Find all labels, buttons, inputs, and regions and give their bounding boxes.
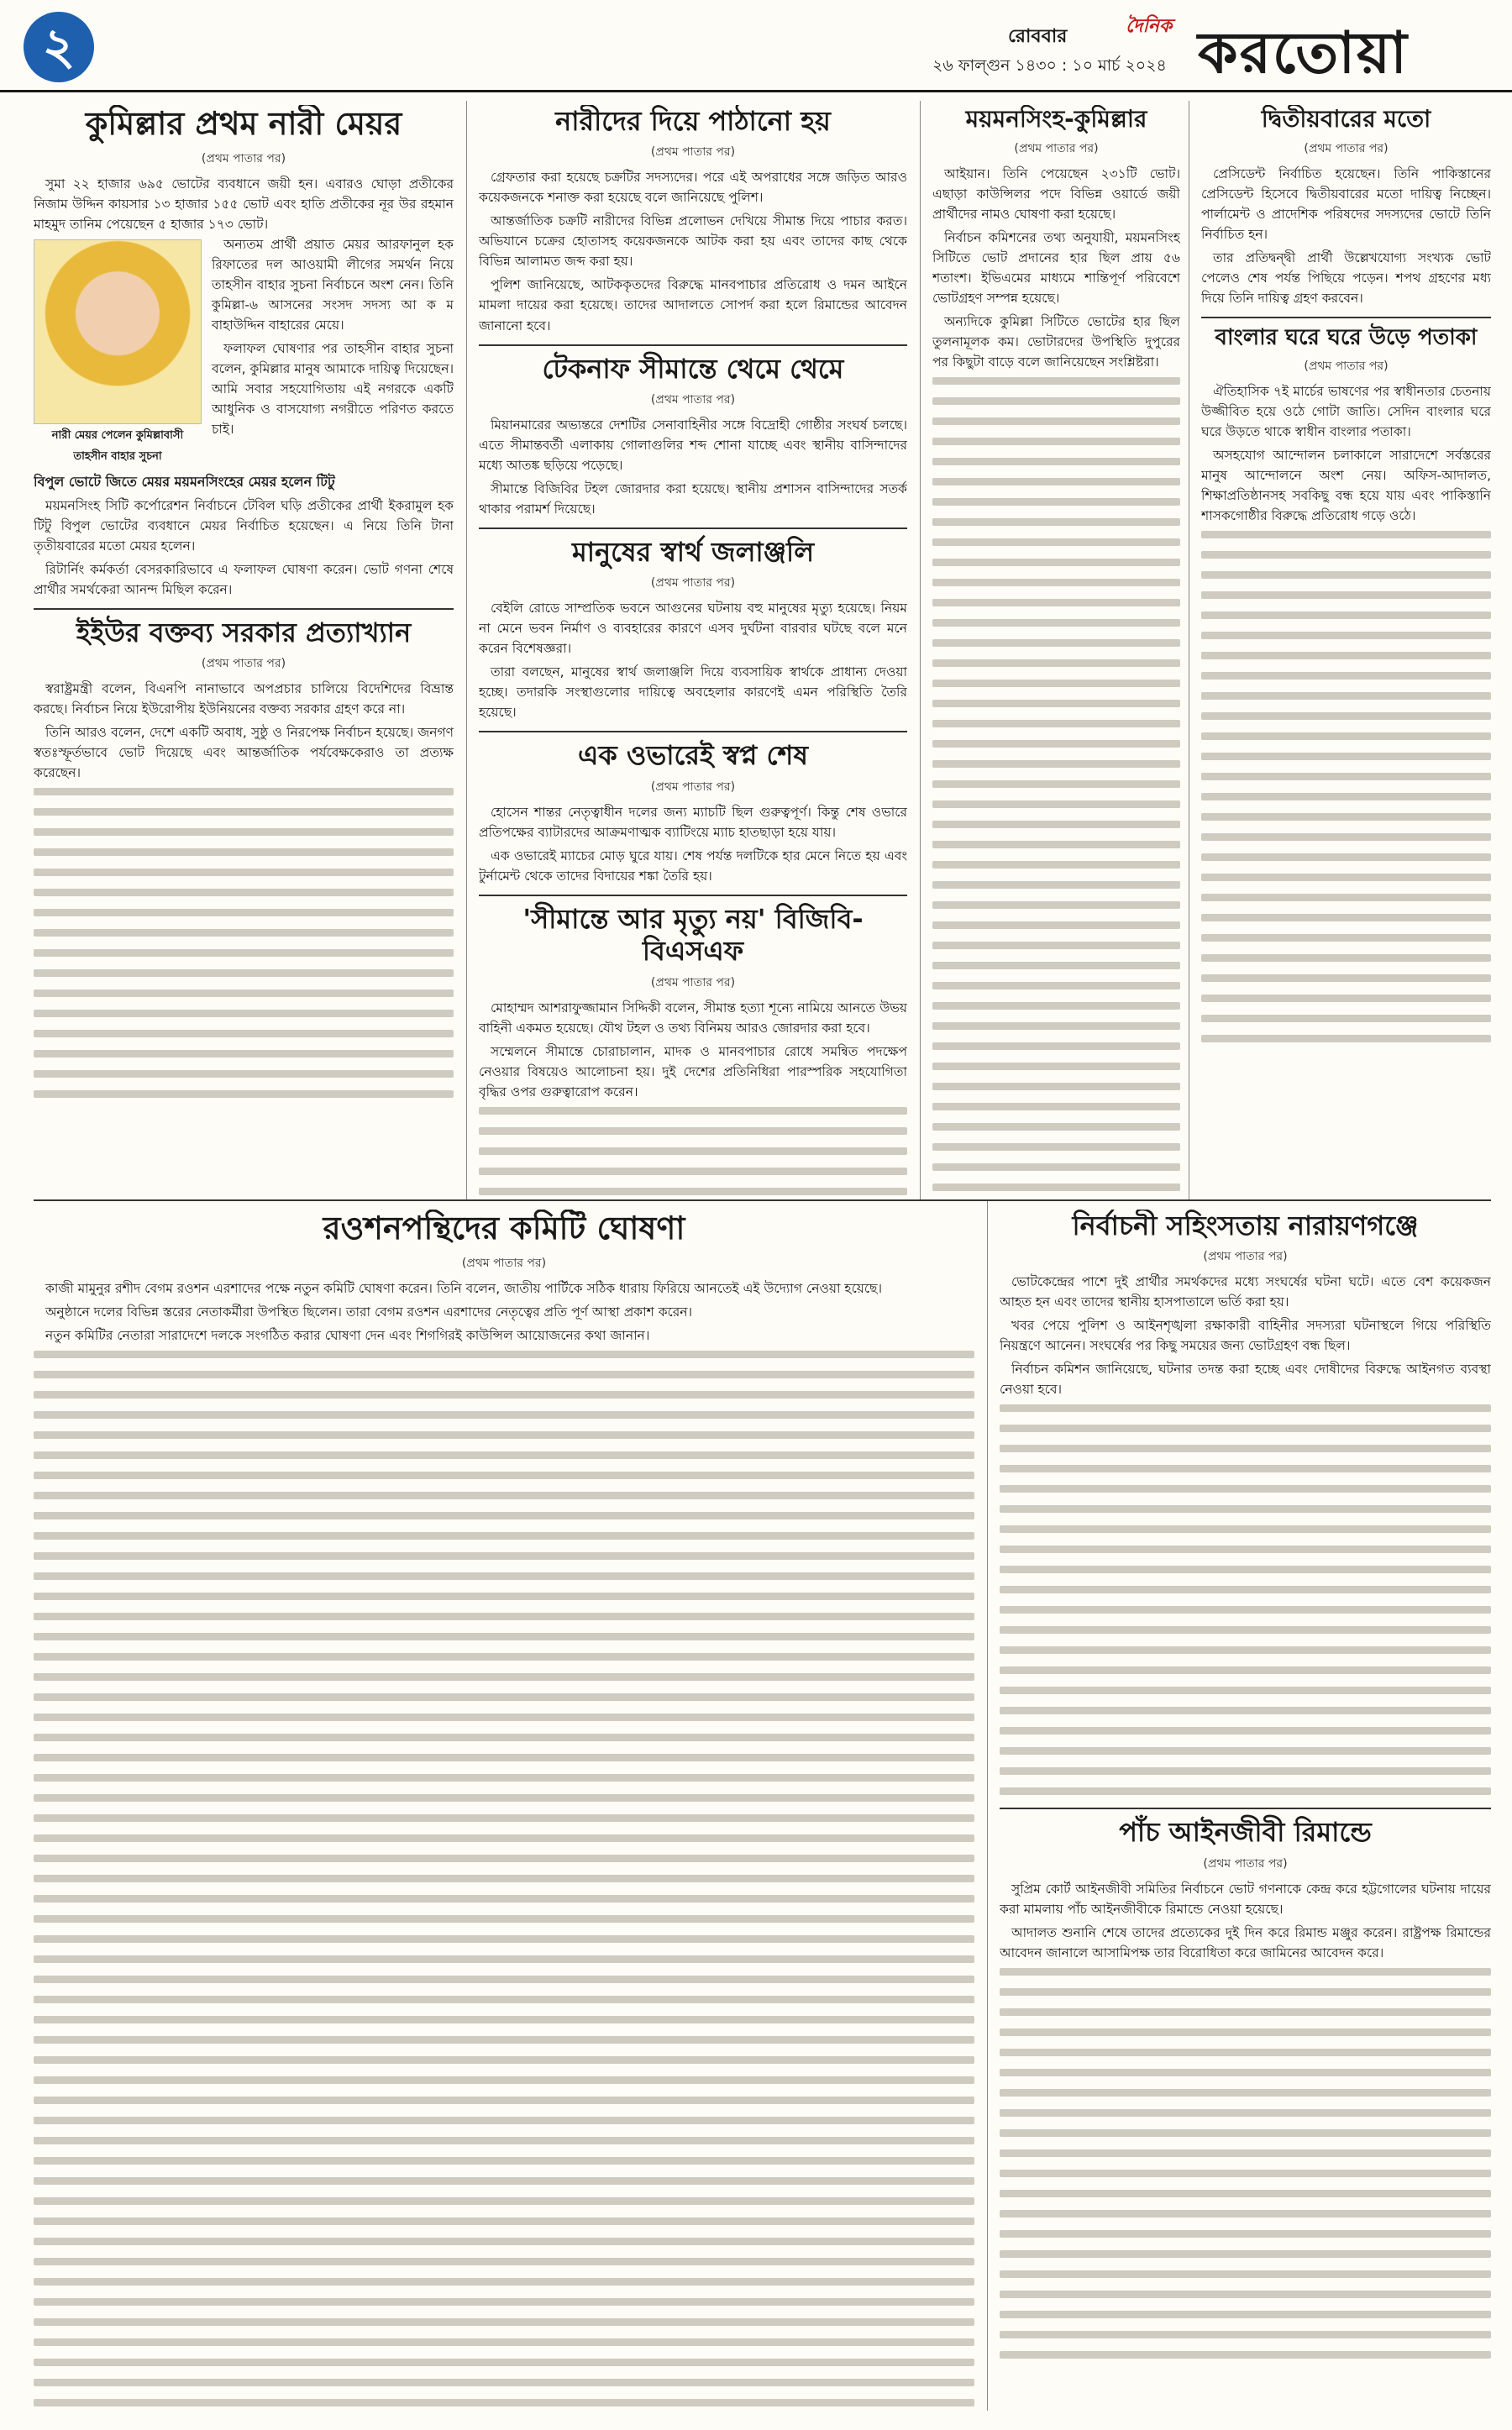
portrait-image — [34, 239, 202, 424]
newspaper-logo — [1126, 8, 1495, 87]
article-headline: ময়মনসিংহ-কুমিল্লার — [965, 105, 1147, 133]
column-rule — [987, 1201, 988, 2411]
article-paragraph: অন্যতম প্রার্থী প্রয়াত মেয়র আরফানুল হক রিফাতের দল আওয়ামী লীগের সমর্থন নিয়ে তাহসীন বাহার সুচনা নির্বাচনে অংশ নেন। তিনি কুমিল্লা-৬ আসনের সংসদ সদস্য আ ক ম বাহাউদ্দিন বাহারের মেয়ে। — [212, 236, 454, 333]
article-paragraph: ভোটকেন্দ্রের পাশে দুই প্রার্থীর সমর্থকদের মধ্যে সংঘর্ষের ঘটনা ঘটে। এতে বেশ কয়েকজন আহত হন এবং তাদের স্থানীয় হাসপাতালে ভর্তি করা হয়। — [1000, 1274, 1491, 1310]
text-filler — [34, 788, 454, 1098]
masthead-date: ২৬ ফাল্গুন ১৪৩০ : ১০ মার্চ ২০২৪ — [932, 56, 1167, 75]
article-paragraph: অনুষ্ঠানে দলের বিভিন্ন স্তরের নেতাকর্মীরা উপস্থিত ছিলেন। তারা বেগম রওশন এরশাদের নেতৃত্বের প্রতি পূর্ণ আস্থা প্রকাশ করেন। — [45, 1304, 693, 1320]
article-paragraph: হোসেন শান্তর নেতৃত্বাধীন দলের জন্য ম্যাচটি ছিল গুরুত্বপূর্ণ। কিন্তু শেষ ওভারে প্রতিপক্ষের ব্যাটারদের আক্রমণাত্মক ব্যাটিংয়ে ম্যাচ হাতছাড়া হয়ে যায়। — [479, 804, 907, 840]
article-paragraph: অন্যদিকে কুমিল্লা সিটিতে ভোটের হার ছিল তুলনামূলক কম। ভোটারদের উপস্থিতি দুপুরের পর কিছুটা বাড়ে বলে জানিয়েছেন সংশ্লিষ্টরা। — [932, 313, 1180, 370]
article-paragraph: স্বরাষ্ট্রমন্ত্রী বলেন, বিএনপি নানাভাবে অপপ্রচার চালিয়ে বিদেশিদের বিভ্রান্ত করছে। নির্বাচন নিয়ে ইউরোপীয় ইউনিয়নের বক্তব্য সরকার গ্রহণ করে না। — [34, 681, 454, 717]
article-paragraph: তিনি আরও বলেন, দেশে একটি অবাধ, সুষ্ঠু ও নিরপেক্ষ নির্বাচন হয়েছে। জনগণ স্বতঃস্ফূর্তভাবে ভোট দিয়েছে এবং আন্তর্জাতিক পর্যবেক্ষকেরাও তা প্রত্যক্ষ করেছেন। — [34, 725, 454, 781]
photo-block — [34, 239, 202, 466]
article-paragraph: রিটার্নিং কর্মকর্তা বেসরকারিভাবে এ ফলাফল ঘোষণা করেন। ভোট গণনা শেষে প্রার্থীর সমর্থকেরা আনন্দ মিছিল করেন। — [34, 561, 454, 597]
continued-label: (প্রথম পাতার পর) — [1304, 359, 1389, 373]
article-paragraph: বেইলি রোডে সাম্প্রতিক ভবনে আগুনের ঘটনায় বহু মানুষের মৃত্যু হয়েছে। নিয়ম না মেনে ভবন নির্মাণ ও ব্যবহারের কারণে এসব দুর্ঘটনা বারবার ঘটছে বলে মনে করেন বিশেষজ্ঞরা। — [479, 601, 907, 657]
photo-caption: নারী মেয়র পেলেন কুমিল্লাবাসী — [51, 428, 184, 442]
continued-label: (প্রথম পাতার পর) — [201, 151, 286, 165]
article-paragraph: আদালত শুনানি শেষে তাদের প্রত্যেকের দুই দিন করে রিমান্ড মঞ্জুর করেন। রাষ্ট্রপক্ষ রিমান্ডের আবেদন জানালে আসামিপক্ষ তার বিরোধিতা করে জামিনের আবেদন করে। — [1000, 1924, 1491, 1960]
logo-big-text: করতোয়া — [1198, 19, 1409, 87]
text-filler — [1000, 1404, 1491, 1795]
article-headline: বাংলার ঘরে ঘরে উড়ে পতাকা — [1215, 324, 1478, 350]
article-paragraph: পুলিশ জানিয়েছে, আটককৃতদের বিরুদ্ধে মানবপাচার প্রতিরোধ ও দমন আইনে মামলা দায়ের করা হয়েছে। তাদের আদালতে সোপর্দ করা হলে রিমান্ডের আবেদন জানানো হবে। — [479, 277, 907, 333]
article-paragraph: সুমা ২২ হাজার ৬৯৫ ভোটের ব্যবধানে জয়ী হন। এবারও ঘোড়া প্রতীকের নিজাম উদ্দিন কায়সার ১৩ হাজার ১৫৫ ভোট এবং হাতি প্রতীকের নূর উর রহমান মাহমুদ তানিম পেয়েছেন ৫ হাজার ১৭৩ ভোট। — [34, 176, 454, 232]
article-paragraph: ফলাফল ঘোষণার পর তাহসীন বাহার সুচনা বলেন, কুমিল্লার মানুষ আমাকে দায়িত্ব দিয়েছেন। আমি সবার সহযোগিতায় এই নগরকে একটি আধুনিক ও বাসযোগ্য নগরীতে পরিণত করতে চাই। — [212, 340, 454, 437]
continued-label: (প্রথম পাতার পর) — [650, 975, 736, 989]
article-paragraph: অসহযোগ আন্দোলন চলাকালে সারাদেশে সর্বস্তরের মানুষ আন্দোলনে অংশ নেয়। অফিস-আদালত, শিক্ষাপ্রতিষ্ঠানসহ সবকিছু বন্ধ হয়ে যায় এবং পাকিস্তানি শাসকগোষ্ঠীর বিরুদ্ধে প্রতিরোধ গড়ে ওঠে। — [1201, 447, 1491, 523]
page-number-badge: ২ — [24, 12, 94, 82]
article-headline: টেকনাফ সীমান্তে থেমে থেমে — [542, 352, 844, 385]
article-paragraph: তারা বলছেন, মানুষের স্বার্থ জলাঞ্জলি দিয়ে ব্যবসায়িক স্বার্থকে প্রাধান্য দেওয়া হচ্ছে। তদারকি সংস্থাগুলোর দায়িত্বে অবহেলার কারণেই এমন পরিস্থিতি তৈরি হয়েছে। — [479, 664, 907, 721]
photo-caption: তাহসীন বাহার সুচনা — [73, 449, 162, 463]
continued-label: (প্রথম পাতার পর) — [1203, 1250, 1288, 1264]
article-paragraph: ময়মনসিংহ সিটি কর্পোরেশন নির্বাচনে টেবিল ঘড়ি প্রতীকের প্রার্থী ইকরামুল হক টিটু বিপুল ভোটের ব্যবধানে মেয়র নির্বাচিত হয়েছেন। এ নিয়ে তিনি টানা তৃতীয়বারের মতো মেয়র হলেন। — [34, 497, 454, 554]
article-paragraph: মিয়ানমারের অভ্যন্তরে দেশটির সেনাবাহিনীর সঙ্গে বিদ্রোহী গোষ্ঠীর সংঘর্ষ চলছে। এতে সীমান্তবর্তী এলাকায় গোলাগুলির শব্দ শোনা যাচ্ছে এবং স্থানীয় বাসিন্দাদের মধ্যে আতঙ্ক ছড়িয়ে পড়েছে। — [479, 417, 907, 473]
text-filler — [34, 1351, 974, 2411]
text-filler — [479, 1107, 907, 1197]
article-headline: ইইউর বক্তব্য সরকার প্রত্যাখ্যান — [76, 616, 412, 648]
article-subhead: বিপুল ভোটে জিতে মেয়র ময়মনসিংহের মেয়র হলেন টিটু — [34, 473, 335, 490]
column-rule — [920, 101, 921, 1201]
right-center-column — [932, 105, 1180, 1197]
article-headline: রওশনপন্থিদের কমিটি ঘোষণা — [323, 1210, 685, 1246]
article-paragraph: সম্মেলনে সীমান্তে চোরাচালান, মাদক ও মানবপাচার রোধে সমন্বিত পদক্ষেপ নেওয়ার বিষয়েও আলোচনা হয়। দুই দেশের প্রতিনিধিরা পারস্পরিক সহযোগিতা বৃদ্ধির ওপর গুরুত্বারোপ করেন। — [479, 1043, 907, 1100]
article-paragraph: সীমান্তে বিজিবির টহল জোরদার করা হয়েছে। স্থানীয় প্রশাসন বাসিন্দাদের সতর্ক থাকার পরামর্শ দিয়েছে। — [479, 480, 907, 517]
continued-label: (প্রথম পাতার পর) — [650, 779, 736, 794]
article-paragraph: নির্বাচন কমিশন জানিয়েছে, ঘটনার তদন্ত করা হচ্ছে এবং দোষীদের বিরুদ্ধে আইনগত ব্যবস্থা নেওয়া হবে। — [1000, 1362, 1491, 1398]
article-headline: মানুষের স্বার্থ জলাঞ্জলি — [571, 535, 815, 568]
article-headline: নারীদের দিয়ে পাঠানো হয় — [555, 105, 831, 137]
article-paragraph: মোহাম্মদ আশরাফুজ্জামান সিদ্দিকী বলেন, সীমান্ত হত্যা শূন্যে নামিয়ে আনতে উভয় বাহিনী একমত হয়েছে। যৌথ টহল ও তথ্য বিনিময় আরও জোরদার করা হবে। — [479, 1000, 907, 1036]
article-paragraph: নতুন কমিটির নেতারা সারাদেশে দলকে সংগঠিত করার ঘোষণা দেন এবং শিগগিরই কাউন্সিল আয়োজনের কথা জানান। — [45, 1327, 650, 1343]
text-filler — [1000, 1968, 1491, 2359]
bottom-left-block — [34, 1210, 974, 2411]
masthead-day: রোববার — [1008, 26, 1068, 47]
article-headline: এক ওভারেই স্বপ্ন শেষ — [577, 739, 809, 772]
far-right-column — [1201, 105, 1491, 1197]
continued-label: (প্রথম পাতার পর) — [461, 1256, 547, 1270]
article-paragraph: প্রেসিডেন্ট নির্বাচিত হয়েছেন। তিনি পাকিস্তানের প্রেসিডেন্ট হিসেবে দ্বিতীয়বারের মতো দায়িত্ব নিচ্ছেন। পার্লামেন্ট ও প্রাদেশিক পরিষদের সদস্যদের ভোটে তিনি নির্বাচিত হন। — [1201, 165, 1491, 242]
continued-label: (প্রথম পাতার পর) — [650, 145, 736, 160]
section-divider — [34, 608, 454, 610]
section-divider — [479, 344, 907, 346]
article-paragraph: তার প্রতিদ্বন্দ্বী প্রার্থী উল্লেখযোগ্য সংখ্যক ভোট পেলেও শেষ পর্যন্ত পিছিয়ে পড়েন। শপথ গ্রহণের মধ্য দিয়ে তিনি দায়িত্ব গ্রহণ করবেন। — [1201, 249, 1491, 306]
section-divider — [1000, 1808, 1491, 1809]
middle-column — [479, 105, 907, 1197]
section-divider — [479, 527, 907, 529]
left-column — [34, 105, 454, 1197]
article-paragraph: গ্রেফতার করা হয়েছে চক্রটির সদস্যদের। পরে এই অপরাধের সঙ্গে জড়িত আরও কয়েকজনকে শনাক্ত করা হয়েছে বলে জানিয়েছে পুলিশ। — [479, 170, 907, 206]
article-paragraph: এক ওভারেই ম্যাচের মোড় ঘুরে যায়। শেষ পর্যন্ত দলটিকে হার মেনে নিতে হয় এবং টুর্নামেন্ট থেকে তাদের বিদায়ের শঙ্কা তৈরি হয়। — [479, 848, 907, 884]
continued-label: (প্রথম পাতার পর) — [1304, 141, 1389, 155]
article-paragraph: সুপ্রিম কোর্ট আইনজীবী সমিতির নির্বাচনে ভোট গণনাকে কেন্দ্র করে হট্টগোলের ঘটনায় দায়ের করা মামলায় পাঁচ আইনজীবীকে রিমান্ডে নেওয়া হয়েছে। — [1000, 1881, 1491, 1917]
text-filler — [1201, 531, 1491, 1042]
section-divider — [479, 731, 907, 732]
article-paragraph: আন্তর্জাতিক চক্রটি নারীদের বিভিন্ন প্রলোভন দেখিয়ে সীমান্ত দিয়ে পাচার করত। অভিযানে চক্রের হোতাসহ কয়েকজনকে আটক করা হয় এবং তাদের কাছ থেকে বিভিন্ন আলামত জব্দ করা হয়। — [479, 213, 907, 270]
article-paragraph: ঐতিহাসিক ৭ই মার্চের ভাষণের পর স্বাধীনতার চেতনায় উজ্জীবিত হয়ে ওঠে গোটা জাতি। সেদিন বাংলার ঘরে ঘরে উড়তে থাকে স্বাধীন বাংলার পতাকা। — [1201, 383, 1491, 439]
continued-label: (প্রথম পাতার পর) — [650, 392, 736, 407]
column-rule — [466, 101, 467, 1201]
bottom-right-block — [1000, 1210, 1491, 2411]
text-filler — [932, 377, 1180, 1197]
continued-label: (প্রথম পাতার পর) — [1203, 1856, 1288, 1871]
article-paragraph: খবর পেয়ে পুলিশ ও আইনশৃঙ্খলা রক্ষাকারী বাহিনীর সদস্যরা ঘটনাস্থলে গিয়ে পরিস্থিতি নিয়ন্ত্রণে আনেন। সংঘর্ষের পর কিছু সময়ের জন্য ভোটগ্রহণ বন্ধ ছিল। — [1000, 1318, 1491, 1354]
continued-label: (প্রথম পাতার পর) — [1014, 141, 1099, 155]
article-headline: পাঁচ আইনজীবী রিমান্ডে — [1119, 1816, 1372, 1849]
article-paragraph: নির্বাচন কমিশনের তথ্য অনুযায়ী, ময়মনসিংহ সিটিতে ভোট প্রদানের হার ছিল প্রায় ৫৬ শতাংশ। ইভিএমের মাধ্যমে শান্তিপূর্ণ পরিবেশে ভোটগ্রহণ সম্পন্ন হয়েছে। — [932, 229, 1180, 306]
article-paragraph: কাজী মামুনুর রশীদ বেগম রওশন এরশাদের পক্ষে নতুন কমিটি ঘোষণা করেন। তিনি বলেন, জাতীয় পার্টিকে সঠিক ধারায় ফিরিয়ে আনতেই এই উদ্যোগ নেওয়া হয়েছে। — [45, 1280, 883, 1296]
article-headline: 'সীমান্তে আর মৃত্যু নয়' বিজিবি-বিএসএফ — [522, 902, 864, 968]
section-divider — [1201, 317, 1491, 318]
article-headline: দ্বিতীয়বারের মতো — [1261, 105, 1431, 133]
section-divider — [479, 895, 907, 896]
logo-small-text: দৈনিক — [1126, 16, 1173, 37]
masthead — [0, 0, 1512, 92]
article-headline: কুমিল্লার প্রথম নারী মেয়র — [85, 105, 402, 142]
article-headline: নির্বাচনী সহিংসতায় নারায়ণগঞ্জে — [1072, 1210, 1419, 1241]
page-section-divider — [34, 1199, 1491, 1201]
article-paragraph: আইয়ান। তিনি পেয়েছেন ২৩১টি ভোট। এছাড়া কাউন্সিলর পদে বিভিন্ন ওয়ার্ডে জয়ী প্রার্থীদের নামও ঘোষণা করা হয়েছে। — [932, 165, 1180, 222]
continued-label: (প্রথম পাতার পর) — [650, 576, 736, 590]
continued-label: (প্রথম পাতার পর) — [201, 657, 286, 671]
